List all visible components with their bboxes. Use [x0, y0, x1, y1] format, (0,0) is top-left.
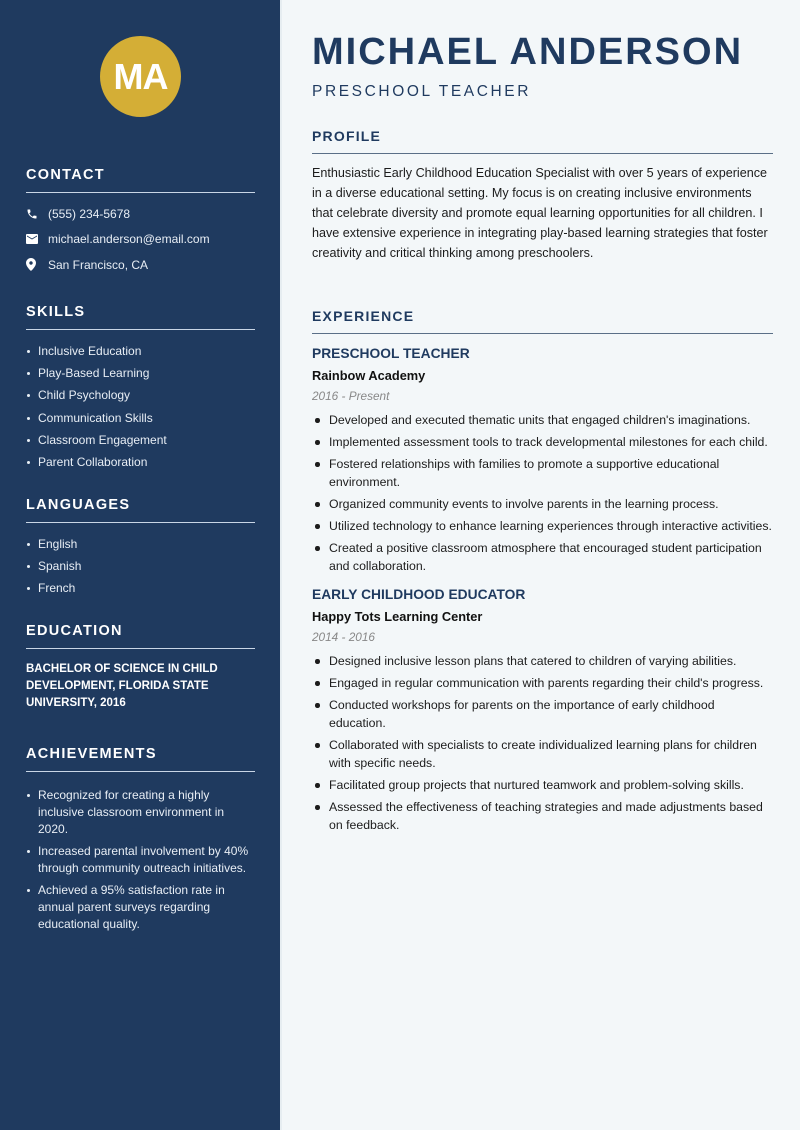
- profile-heading: PROFILE: [312, 128, 773, 154]
- job-bullet: Organized community events to involve parents in the learning process.: [312, 495, 773, 513]
- email-icon: [26, 234, 48, 244]
- avatar: [100, 36, 181, 117]
- contact-heading: CONTACT: [26, 167, 255, 193]
- contact-email: [26, 227, 255, 253]
- main-content: [280, 0, 800, 1130]
- education-text: BACHELOR OF SCIENCE IN CHILD DEVELOPMENT, FLORIDA STATE UNIVERSITY, 2016: [26, 663, 218, 710]
- achievement-item: Achieved a 95% satisfaction rate in annual parent surveys regarding educational quality.: [26, 882, 255, 933]
- job-entry: [312, 587, 773, 834]
- job-title: PRESCHOOL TEACHER: [312, 346, 470, 361]
- job-bullet: Fostered relationships with families to promote a supportive educational environment.: [312, 455, 773, 491]
- profile-section: [312, 128, 773, 263]
- phone-text: (555) 234-5678: [48, 206, 131, 221]
- language-item: Spanish: [26, 555, 255, 577]
- skills-list: [26, 340, 255, 473]
- skill-item: Inclusive Education: [26, 340, 255, 362]
- job-bullet: Conducted workshops for parents on the importance of early childhood education.: [312, 696, 773, 732]
- skill-item: Classroom Engagement: [26, 429, 255, 451]
- contact-section: [26, 167, 255, 278]
- achievements-list: [26, 787, 255, 933]
- job-bullet: Assessed the effectiveness of teaching strategies and made adjustments based on feedback.: [312, 798, 773, 834]
- contact-location: [26, 252, 255, 278]
- skills-section: [26, 304, 255, 473]
- location-text: San Francisco, CA: [48, 257, 149, 272]
- skill-item: Parent Collaboration: [26, 451, 255, 473]
- job-title: EARLY CHILDHOOD EDUCATOR: [312, 587, 526, 602]
- job-bullet: Facilitated group projects that nurtured teamwork and problem-solving skills.: [312, 776, 773, 794]
- sidebar: [0, 0, 280, 1130]
- skill-item: Child Psychology: [26, 384, 255, 406]
- candidate-title: PRESCHOOL TEACHER: [312, 83, 532, 100]
- achievement-item: Recognized for creating a highly inclusive classroom environment in 2020.: [26, 787, 255, 838]
- job-bullet: Engaged in regular communication with parents regarding their child's progress.: [312, 674, 773, 692]
- languages-heading: LANGUAGES: [26, 497, 255, 523]
- languages-section: [26, 497, 255, 600]
- company-name: Rainbow Academy: [312, 368, 426, 383]
- job-entry: [312, 346, 773, 575]
- education-section: [26, 623, 255, 713]
- experience-section: [312, 308, 773, 838]
- company-name: Happy Tots Learning Center: [312, 609, 483, 624]
- job-bullet: Developed and executed thematic units that engaged children's imaginations.: [312, 411, 773, 429]
- avatar-initials: MA: [113, 55, 168, 97]
- language-item: English: [26, 533, 255, 555]
- job-bullets: [312, 652, 773, 834]
- candidate-name: MICHAEL ANDERSON: [312, 31, 744, 73]
- achievement-item: Increased parental involvement by 40% through community outreach initiatives.: [26, 843, 255, 877]
- job-dates: 2016 - Present: [312, 389, 390, 403]
- skill-item: Play-Based Learning: [26, 362, 255, 384]
- skills-heading: SKILLS: [26, 304, 255, 330]
- job-bullet: Created a positive classroom atmosphere that encouraged student participation and collaboration.: [312, 539, 773, 575]
- education-heading: EDUCATION: [26, 623, 255, 649]
- phone-icon: [26, 208, 48, 220]
- contact-phone: [26, 201, 255, 227]
- language-item: French: [26, 577, 255, 599]
- achievements-heading: ACHIEVEMENTS: [26, 746, 255, 772]
- job-dates: 2014 - 2016: [312, 630, 375, 644]
- experience-heading: EXPERIENCE: [312, 308, 773, 334]
- job-bullet: Designed inclusive lesson plans that catered to children of varying abilities.: [312, 652, 773, 670]
- achievements-section: [26, 746, 255, 938]
- skill-item: Communication Skills: [26, 407, 255, 429]
- profile-text: Enthusiastic Early Childhood Education Specialist with over 5 years of experience in a diverse educational setting. My focus is on creating inclusive environments that celebrate diversity and promote equal learning opportunities for all children. I have extensive experience in integrating play-based learning strategies that foster creativity and critical thinking among preschoolers.: [312, 166, 768, 260]
- location-pin-icon: [26, 258, 48, 271]
- languages-list: [26, 533, 255, 600]
- job-bullet: Collaborated with specialists to create individualized learning plans for children with specific needs.: [312, 736, 773, 772]
- job-bullet: Utilized technology to enhance learning experiences through interactive activities.: [312, 517, 773, 535]
- job-bullet: Implemented assessment tools to track developmental milestones for each child.: [312, 433, 773, 451]
- job-bullets: [312, 411, 773, 575]
- email-text: michael.anderson@email.com: [48, 232, 210, 247]
